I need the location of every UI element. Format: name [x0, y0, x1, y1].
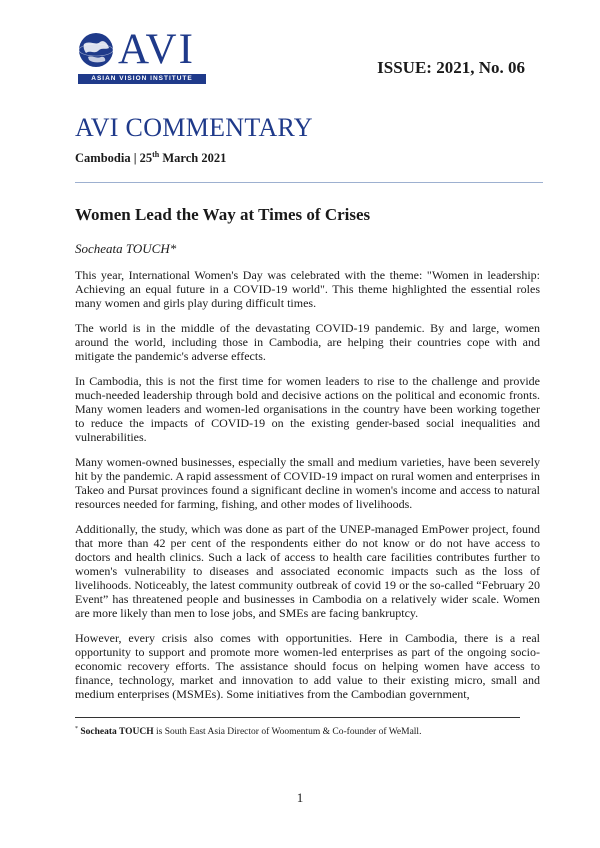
paragraph: This year, International Women's Day was celebrated with the theme: "Women in leadership: Achieving an equal future in a COVID-19 world". This theme highlighted the essential roles many women and girls play during difficult times.: [75, 268, 540, 310]
footnote-text: is South East Asia Director of Woomentum & Co-founder of WeMall.: [153, 727, 422, 738]
footnote-marker: *: [75, 726, 78, 732]
avi-logo: [78, 26, 218, 90]
footnote-name: Socheata TOUCH: [80, 727, 154, 738]
paragraph: Additionally, the study, which was done as part of the UNEP-managed EmPower project, found that more than 42 per cent of the respondents either do not know or do not have access to doctors and health clinics. Such a lack of access to health care facilities contributes further to women's vulnerability to diseases and associated economic impacts such as the loss of livelihoods. Noticeably, the latest community outbreak of covid 19 or the so-called “February 20 Event” has threatened people and businesses in Cambodia on a relatively wider scale. Women are more likely than men to lose jobs, and SMEs are facing bankruptcy.: [75, 522, 540, 620]
footnote: [75, 726, 421, 737]
globe-icon: [78, 32, 114, 68]
issue-number: ISSUE: 2021, No. 06: [377, 58, 525, 77]
article-headline: Women Lead the Way at Times of Crises: [75, 205, 371, 224]
dateline-month-year: March 2021: [159, 151, 227, 166]
logo-wordmark: AVI: [118, 26, 195, 73]
footnote-divider: [75, 717, 520, 718]
logo-subtitle: ASIAN VISION INSTITUTE: [78, 74, 206, 84]
paragraph: Many women-owned businesses, especially the small and medium varieties, have been severely hit by the pandemic. A rapid assessment of COVID-19 impact on rural women and enterprises in Takeo and Pursat provinces found a significant decline in women's income and access to natural resources needed for farming, fishing, and other modes of livelihoods.: [75, 455, 540, 511]
page-title: AVI COMMENTARY: [75, 113, 313, 142]
paragraph: The world is in the middle of the devastating COVID-19 pandemic. By and large, women around the world, including those in Cambodia, are helping their countries cope with and mitigate the pandemic's adverse effects.: [75, 321, 540, 363]
article-body: [75, 268, 540, 712]
paragraph: However, every crisis also comes with opportunities. Here in Cambodia, there is a real opportunity to support and promote more women-led enterprises as part of the ongoing socio-economic recovery efforts. The assistance should focus on helping women have access to finance, technology, market and innovation to add value to their existing micro, small and medium enterprises (MSMEs). Some initiatives from the Cambodian government,: [75, 631, 540, 701]
paragraph: In Cambodia, this is not the first time for women leaders to rise to the challenge and provide much-needed leadership through bold and decisive actions on the political and economic fronts. Many women leaders and women-led organisations in the country have been working together to reduce the impacts of COVID-19 on the existing gender-based social inequalities and vulnerabilities.: [75, 374, 540, 444]
article-author: Socheata TOUCH*: [75, 241, 177, 256]
dateline-ordinal: th: [152, 150, 160, 159]
dateline-country: Cambodia | 25: [75, 151, 153, 166]
header-divider: [75, 182, 543, 183]
page-number: 1: [296, 790, 304, 805]
dateline: [75, 150, 226, 166]
